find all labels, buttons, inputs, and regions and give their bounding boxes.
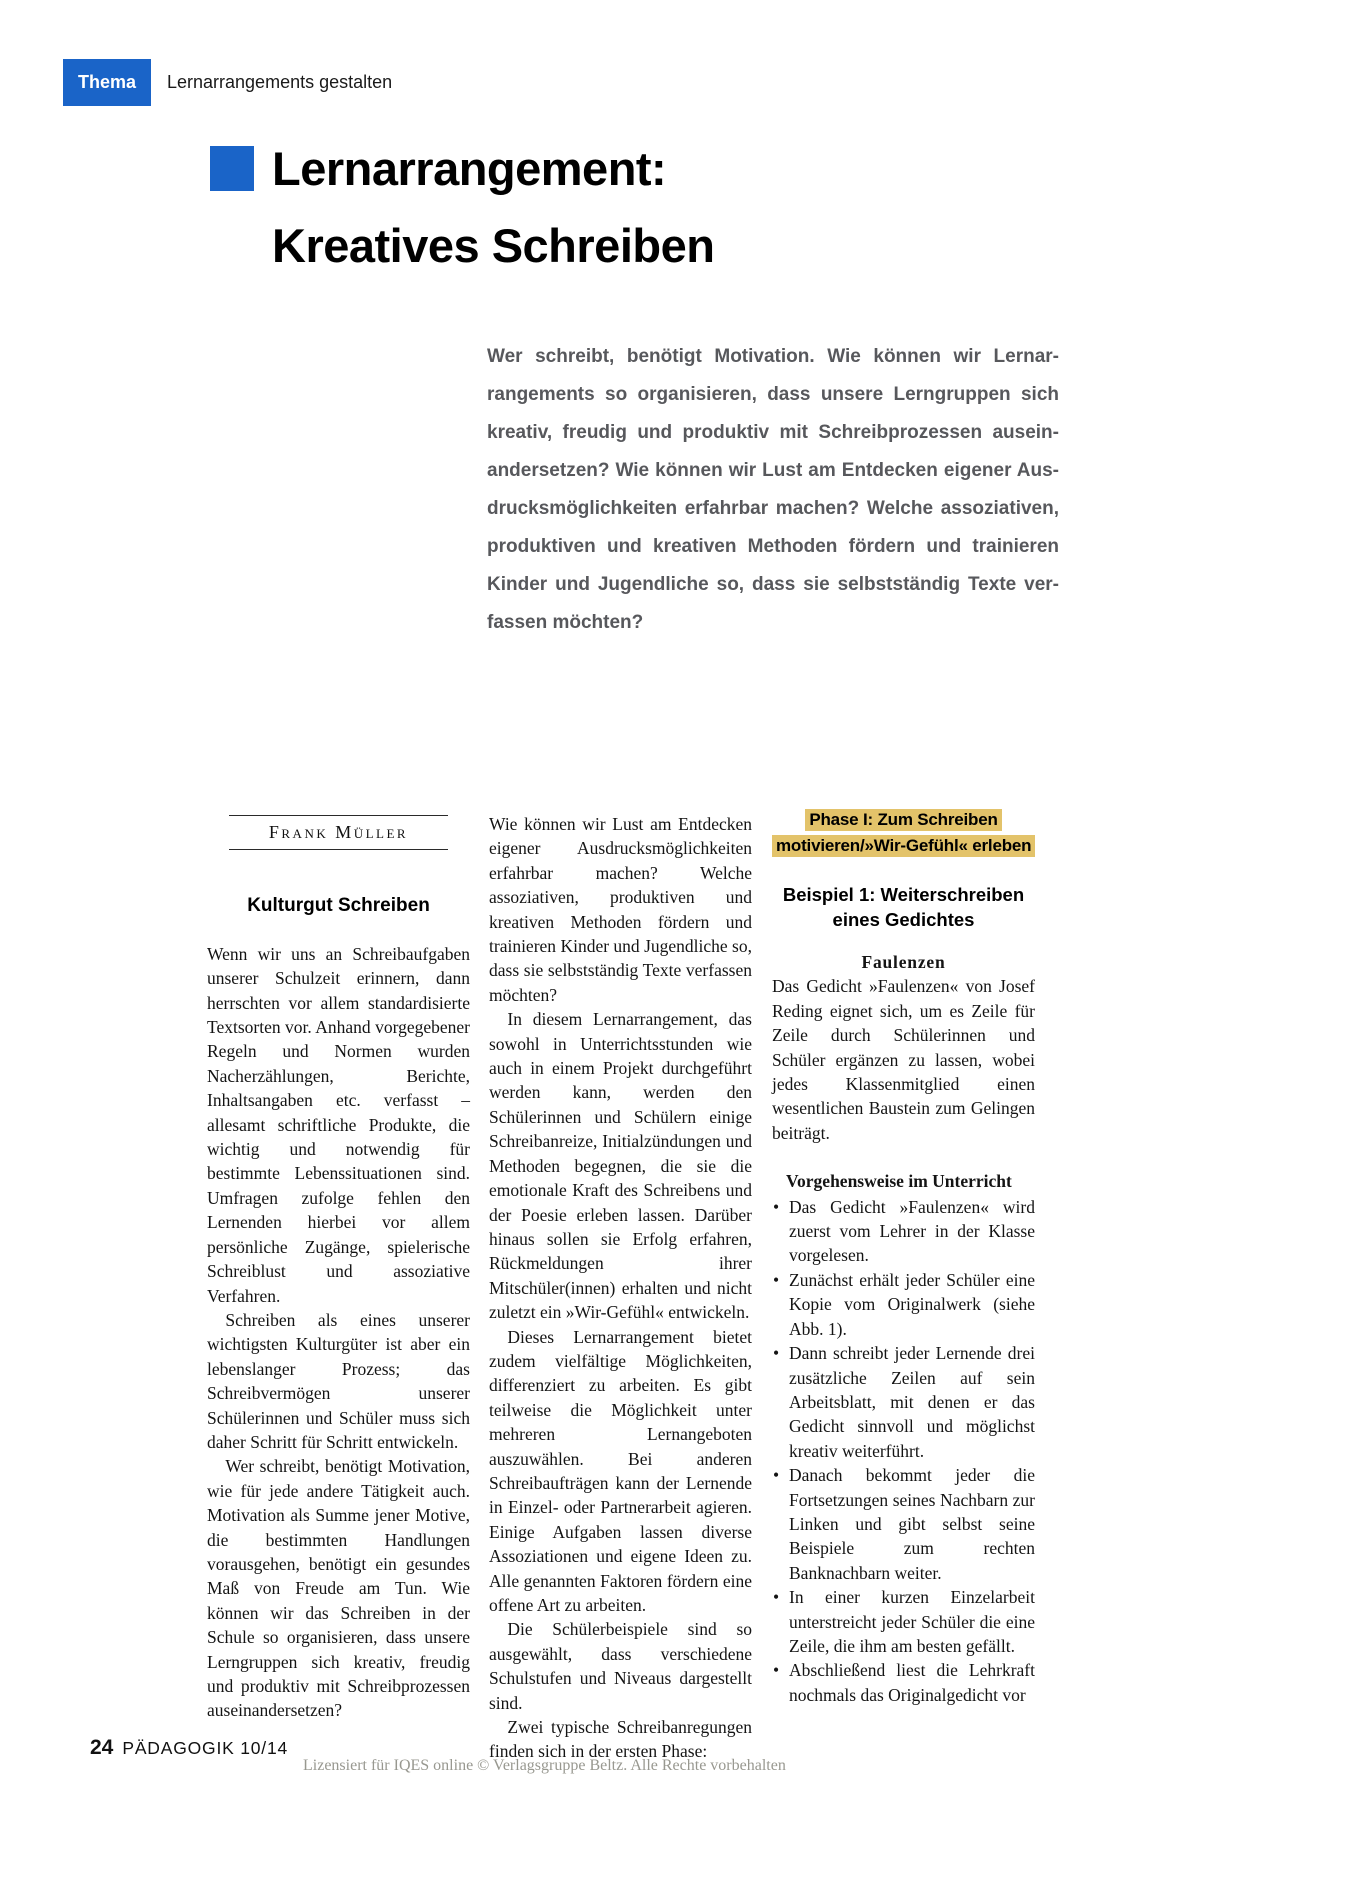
- lead-line: rangements so organisieren, dass unsere Lerngruppen sich: [487, 384, 1059, 405]
- bullet-item: • In einer kurzen Einzelarbeit unterstreicht jeder Schüler die eine Zeile, die ihm am besten gefällt.: [772, 1585, 1035, 1658]
- body-paragraph: Die Schülerbeispiele sind so ausgewählt, dass verschiedene Schulstufen und Niveaus dargestellt sind.: [489, 1619, 752, 1713]
- lead-paragraph: [487, 338, 1059, 642]
- column-1: [207, 807, 470, 1723]
- procedure-bullet-list: [772, 1195, 1035, 1708]
- body-paragraph: Schreiben als eines unserer wichtigsten Kulturgüter ist aber ein lebenslanger Prozess; das Schreibvermögen unserer Schülerinnen und Schüler muss sich daher Schritt für Schritt entwickeln.: [207, 1309, 470, 1452]
- phase-heading-line2: [772, 833, 1035, 859]
- article-title-block: [210, 130, 714, 284]
- page-number: 24: [90, 1736, 114, 1759]
- body-paragraph: Wer schreibt, benötigt Motivation, wie für jede andere Tätigkeit auch. Motivation als Summe jener Motive, die bestimmten Handlungen vorausgehen, benötigt ein gesundes Maß von Freude am Tun. Wie können wir das Schreiben in der Schule so organisieren, dass unsere Lerngruppen sich kreativ, freudig und produktiv mit Schreibprozessen auseinandersetzen?: [207, 1456, 470, 1721]
- column-2: [489, 807, 752, 1764]
- body-paragraph: Dieses Lernarrangement bietet zudem vielfältige Möglichkeiten, differenziert zu arbeiten. Es gibt teilweise die Möglichkeit unter mehreren Lernangeboten auszuwählen. Bei anderen Schreibaufträgen kann der Lernende in Einzel- oder Partnerarbeit agieren. Einige Aufgaben lassen diverse Assoziationen und eigene Ideen zu. Alle genannten Faktoren fördern eine offene Art zu arbeiten.: [489, 1326, 752, 1615]
- highlighted-text: Phase I: Zum Schreiben: [805, 809, 1001, 831]
- lead-line: produktiven und kreativen Methoden fördern und trainieren: [487, 536, 1059, 557]
- magazine-name: PÄDAGOGIK 10/14: [122, 1738, 289, 1758]
- lead-line: Kinder und Jugendliche so, dass sie selbstständig Texte ver-: [487, 574, 1059, 595]
- article-title-line2: Kreatives Schreiben: [272, 219, 715, 272]
- lead-line: drucksmöglichkeiten erfahrbar machen? Welche assoziativen,: [487, 498, 1059, 519]
- bullet-item: • Zunächst erhält jeder Schüler eine Kopie vom Originalwerk (siehe Abb. 1).: [772, 1268, 1035, 1341]
- bullet-item: • Abschließend liest die Lehrkraft nochmals das Originalgedicht vor: [772, 1658, 1035, 1707]
- procedure-heading: Vorgehensweise im Unterricht: [786, 1171, 1012, 1192]
- body-paragraph: Zwei typische Schreibanregungen finden sich in der ersten Phase:: [489, 1717, 752, 1762]
- body-paragraph: Wie können wir Lust am Entdecken eigener Ausdrucksmöglichkeiten erfahrbar machen? Welche assoziativen, produktiven und kreativen Methoden fördern und trainieren Kinder und Jugendliche so, dass sie selbstständig Texte verfassen möchten?: [489, 814, 752, 1005]
- example-heading-line2: eines Gedichtes: [832, 909, 975, 930]
- bullet-item: • Danach bekommt jeder die Fortsetzungen seines Nachbarn zur Linken und gibt selbst seine Beispiele zum rechten Banknachbarn weiter.: [772, 1463, 1035, 1585]
- body-paragraph: Wenn wir uns an Schreibaufgaben unserer Schulzeit erinnern, dann herrschten vor allem standardisierte Textsorten vor. Anhand vorgegebener Regeln und Normen wurden Nacherzählungen, Berichte, Inhaltsangaben etc. verfasst – allesamt schriftliche Produkte, die wichtig und notwendig für bestimmte Lebenssituationen sind. Umfragen zufolge fehlen den Lernenden hierbei vor allem persönliche Zugänge, spielerische Schreiblust und assoziative Verfahren.: [207, 943, 470, 1306]
- bullet-item: • Dann schreibt jeder Lernende drei zusätzliche Zeilen auf sein Arbeitsblatt, mit denen er das Gedicht sinnvoll und möglichst kreativ weiterführt.: [772, 1341, 1035, 1463]
- phase-heading: [772, 807, 1035, 859]
- kicker-title: Lernarrangements gestalten: [167, 72, 393, 92]
- lead-line: Wer schreibt, benötigt Motivation. Wie können wir Lernar-: [487, 346, 1059, 367]
- footer-left: [90, 1736, 288, 1760]
- lead-line: fassen möchten?: [487, 612, 644, 633]
- author-name: Frank Müller: [268, 822, 409, 842]
- body-paragraph: Das Gedicht »Faulenzen« von Josef Reding eignet sich, um es Zeile für Zeile durch Schülerinnen und Schüler ergänzen zu lassen, wobei jedes Klassenmitglied einen wesentlichen Baustein zum Gelingen beiträgt.: [772, 976, 1035, 1143]
- body-paragraph: In diesem Lernarrangement, das sowohl in Unterrichtsstunden wie auch in einem Projekt durchgeführt werden kann, werden den Schülerinnen und Schülern einige Schreibanreize, Initialzündungen und Methoden begegnen, die sie die emotionale Kraft des Schreibens und der Poesie erleben lassen. Darüber hinaus sollen sie Erfolg erfahren, Rückmeldungen ihrer Mitschüler(innen) erhalten und nicht zuletzt ein »Wir-Gefühl« entwickeln.: [489, 1009, 752, 1323]
- license-note: Lizensiert für IQES online © Verlagsgruppe Beltz. Alle Rechte vorbehalten: [303, 1757, 786, 1774]
- kicker: [63, 59, 392, 106]
- poem-title: Faulenzen: [861, 952, 946, 972]
- article-title: [272, 130, 714, 284]
- column-3: [772, 807, 1035, 1707]
- lead-line: andersetzen? Wie können wir Lust am Entdecken eigener Aus-: [487, 460, 1059, 481]
- section-heading-kulturgut: Kulturgut Schreiben: [247, 895, 430, 917]
- example-heading: [772, 882, 1035, 932]
- thema-badge: Thema: [63, 59, 151, 106]
- highlighted-text: motivieren/»Wir-Gefühl« erleben: [772, 835, 1035, 857]
- phase-heading-line1: [772, 807, 1035, 833]
- title-bullet-square-icon: [210, 146, 254, 191]
- lead-line: kreativ, freudig und produktiv mit Schreibprozessen ausein-: [487, 422, 1059, 443]
- author-box: [229, 815, 448, 850]
- article-title-line1: Lernarrangement:: [272, 142, 667, 195]
- example-heading-line1: Beispiel 1: Weiterschreiben: [782, 884, 1025, 905]
- bullet-item: • Das Gedicht »Faulenzen« wird zuerst vom Lehrer in der Klasse vorgelesen.: [772, 1195, 1035, 1268]
